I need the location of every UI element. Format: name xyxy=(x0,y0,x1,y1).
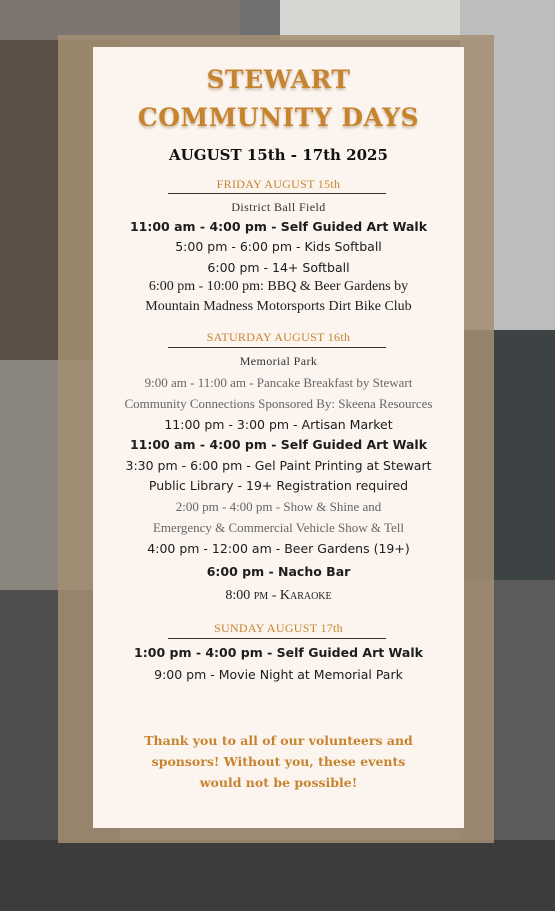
title-line-1: STEWART xyxy=(206,65,351,94)
thanks-line-1: Thank you to all of our volunteers and xyxy=(144,733,413,748)
title-line-2: COMMUNITY DAYS xyxy=(137,103,420,132)
friday-event: 5:00 pm - 6:00 pm - Kids Softball xyxy=(175,239,382,254)
saturday-event: 2:00 pm - 4:00 pm - Show & Shine and xyxy=(175,499,382,514)
saturday-event: 8:00 pm - Karaoke xyxy=(225,588,332,603)
sunday-heading: SUNDAY AUGUST 17th xyxy=(214,621,343,635)
event-dates: AUGUST 15th - 17th 2025 xyxy=(169,146,388,164)
sunday-event: 9:00 pm - Movie Night at Memorial Park xyxy=(154,667,403,682)
saturday-event: 11:00 am - 4:00 pm - Self Guided Art Walk xyxy=(129,437,428,452)
friday-event: 6:00 pm - 10:00 pm: BBQ & Beer Gardens by xyxy=(148,279,409,294)
friday-divider xyxy=(168,193,386,194)
schedule-card xyxy=(93,47,464,828)
saturday-event: Community Connections Sponsored By: Skeena Resources xyxy=(124,396,433,411)
friday-event: 11:00 am - 4:00 pm - Self Guided Art Walk xyxy=(129,219,428,234)
saturday-event: Public Library - 19+ Registration required xyxy=(148,478,409,493)
thanks-line-3: would not be possible! xyxy=(199,775,358,790)
friday-venue: District Ball Field xyxy=(231,200,326,214)
saturday-event: 6:00 pm - Nacho Bar xyxy=(206,564,351,579)
saturday-event: 3:30 pm - 6:00 pm - Gel Paint Printing at Stewart xyxy=(125,458,432,473)
saturday-event: Emergency & Commercial Vehicle Show & Tell xyxy=(152,520,405,535)
sunday-event: 1:00 pm - 4:00 pm - Self Guided Art Walk xyxy=(134,645,423,660)
friday-event: Mountain Madness Motorsports Dirt Bike Club xyxy=(145,299,412,314)
sunday-divider xyxy=(168,638,386,639)
saturday-venue: Memorial Park xyxy=(239,354,318,368)
thanks-line-2: sponsors! Without you, these events xyxy=(151,754,406,769)
saturday-event: 9:00 am - 11:00 am - Pancake Breakfast by Stewart xyxy=(144,375,413,390)
saturday-divider xyxy=(168,347,386,348)
saturday-heading: SATURDAY AUGUST 16th xyxy=(206,330,351,344)
saturday-event: 11:00 pm - 3:00 pm - Artisan Market xyxy=(164,417,393,432)
friday-heading: FRIDAY AUGUST 15th xyxy=(216,177,341,191)
friday-event: 6:00 pm - 14+ Softball xyxy=(207,260,350,275)
saturday-event: 4:00 pm - 12:00 am - Beer Gardens (19+) xyxy=(147,541,410,556)
